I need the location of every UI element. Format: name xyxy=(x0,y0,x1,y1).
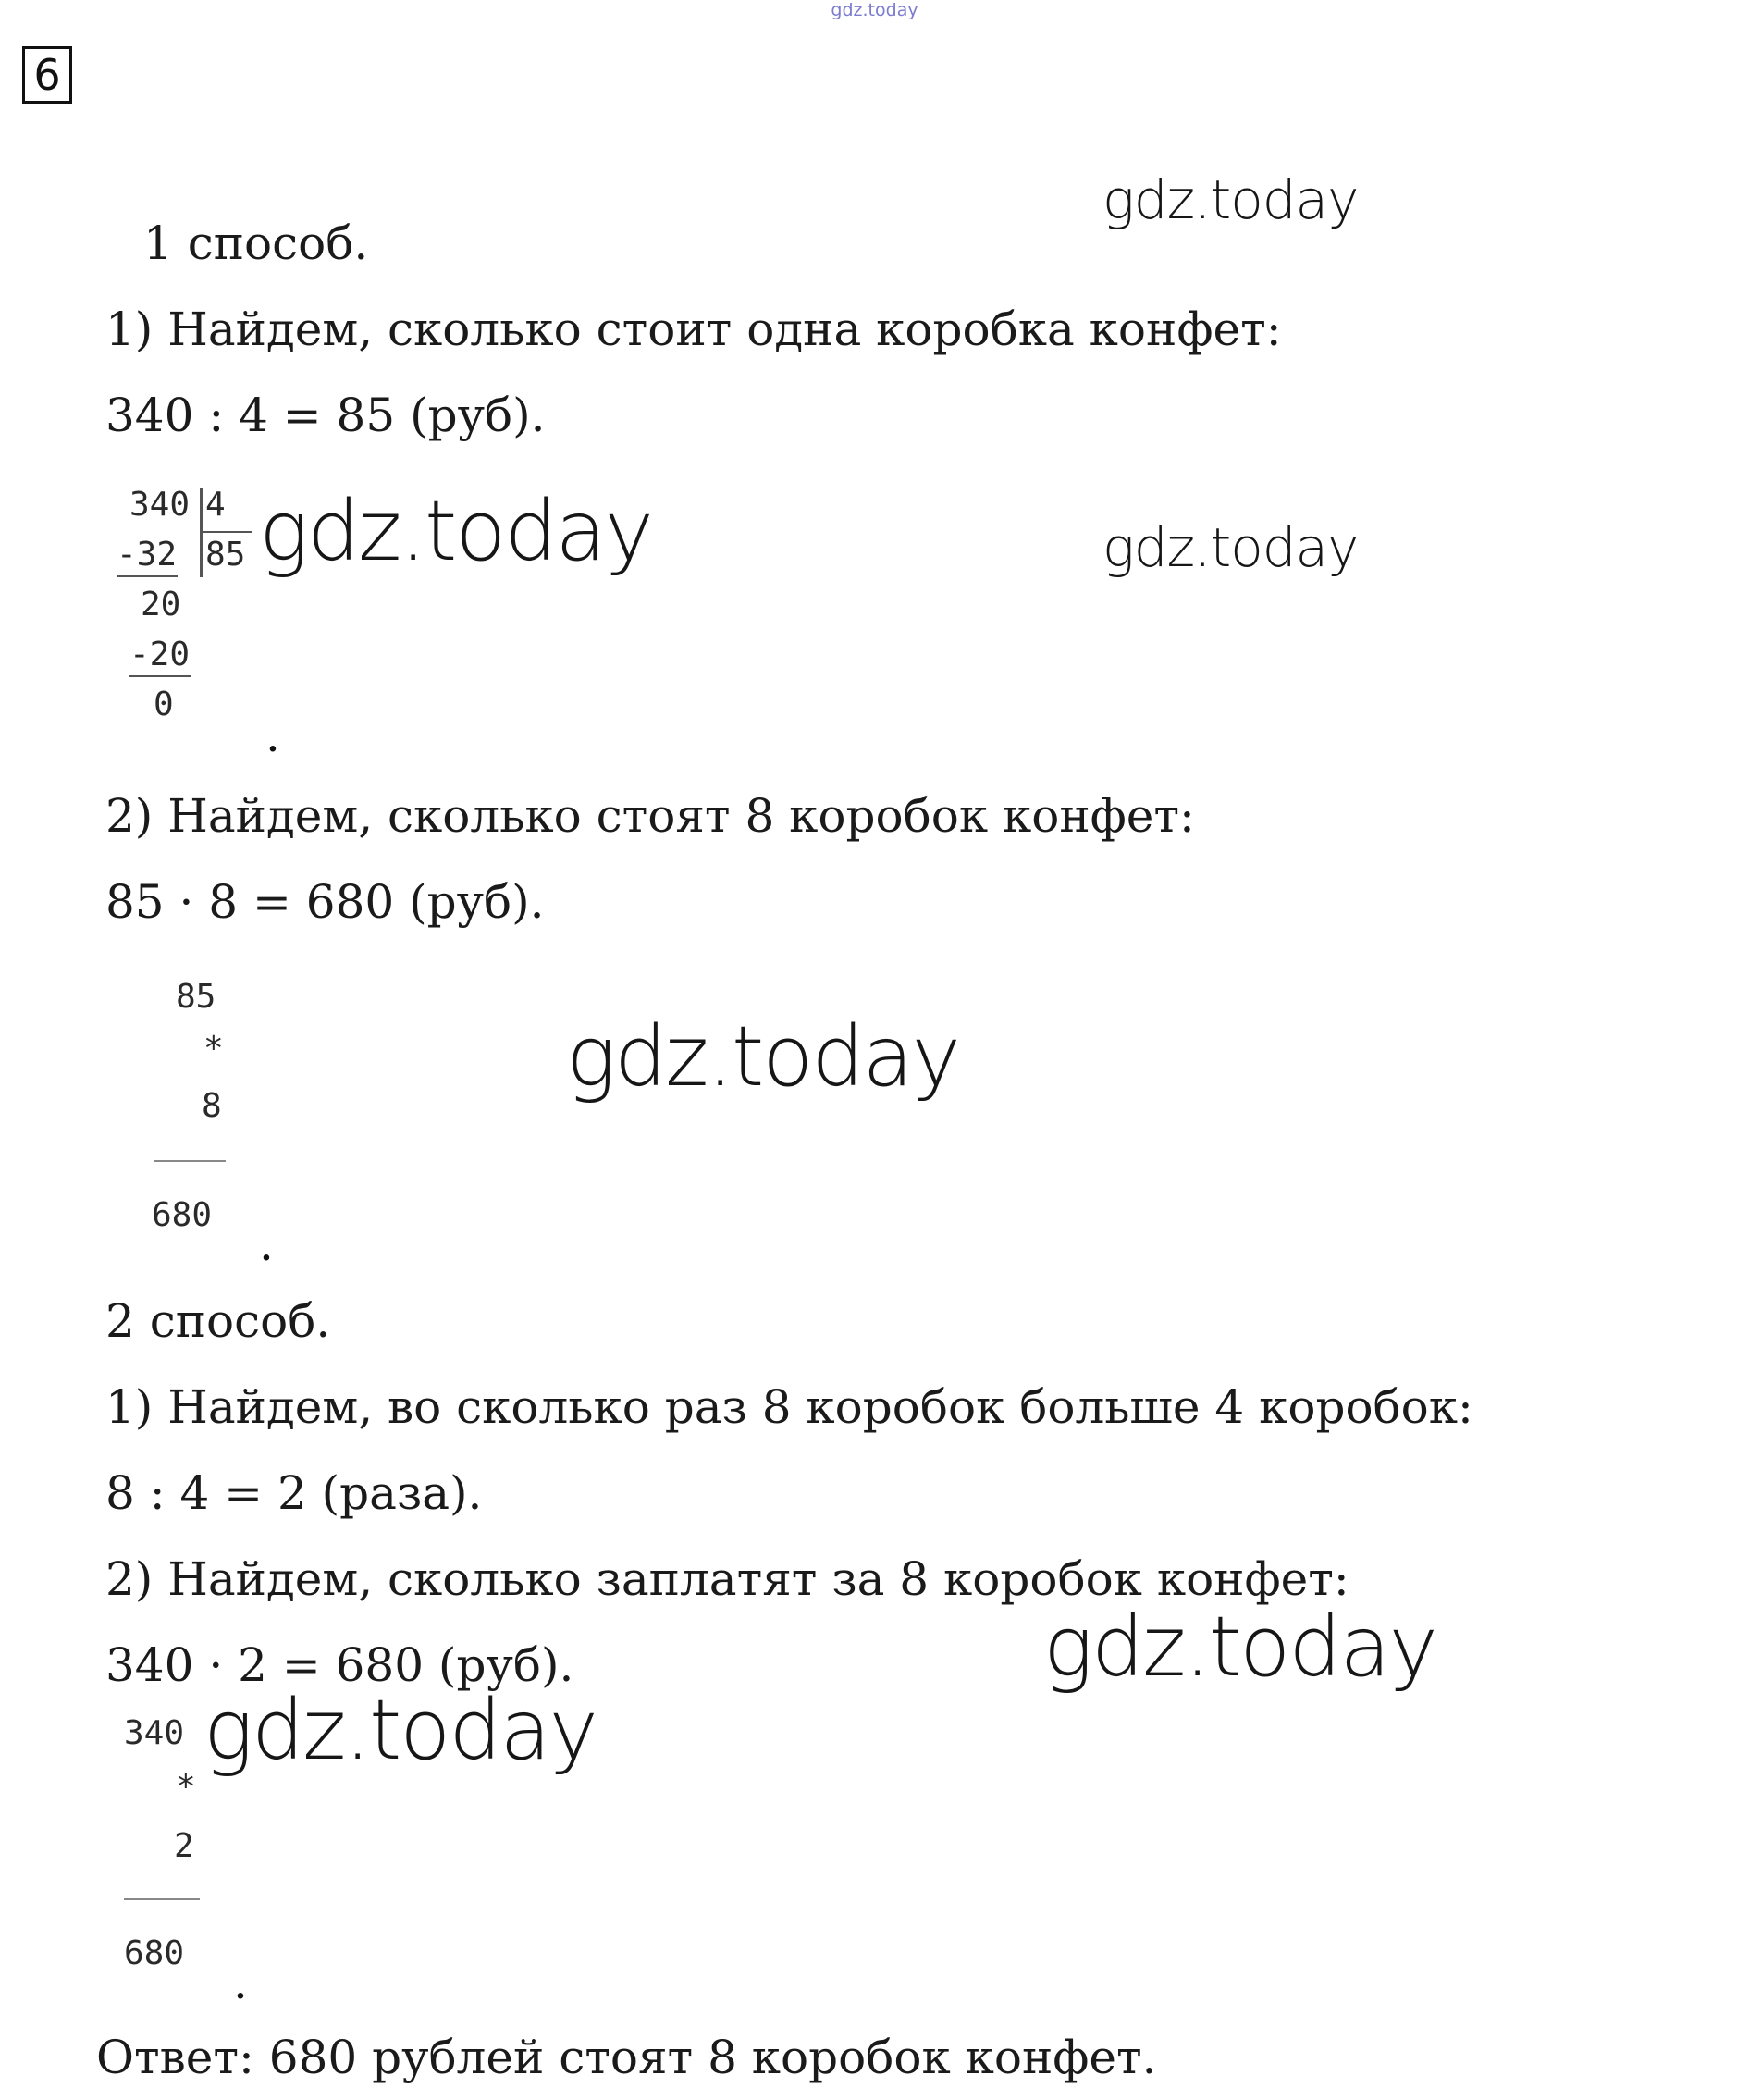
division-underline-2 xyxy=(129,675,191,677)
division-remainder-1: 20 xyxy=(141,586,181,624)
division-divisor-line xyxy=(200,531,252,533)
division-dividend: 340 xyxy=(129,486,191,524)
watermark-3: gdz.today xyxy=(1102,516,1359,579)
top-watermark: gdz.today xyxy=(831,0,918,20)
division-remainder-2: 0 xyxy=(154,686,174,723)
mult2-operator: * xyxy=(176,1768,196,1806)
mult2-result: 680 xyxy=(124,1934,185,1972)
mult2-result-line xyxy=(124,1898,200,1900)
mult1-multiplier: 8 xyxy=(202,1087,222,1125)
mult1-result-line xyxy=(154,1160,226,1162)
watermark-1: gdz.today xyxy=(1102,168,1359,231)
method2-step1-text: 1) Найдем, во сколько раз 8 коробок больше 4 коробок: xyxy=(105,1380,1473,1434)
method2-step1-formula: 8 : 4 = 2 (раза). xyxy=(105,1466,483,1520)
mult2-multiplicand: 340 xyxy=(124,1714,185,1752)
method1-step1-text: 1) Найдем, сколько стоит одна коробка конфет: xyxy=(105,303,1282,356)
watermark-6: gdz.today xyxy=(203,1682,597,1779)
method2-step2-text: 2) Найдем, сколько заплатят за 8 коробок конфет: xyxy=(105,1552,1349,1606)
method2-title: 2 способ. xyxy=(105,1294,331,1348)
mult1-period: . xyxy=(259,1217,274,1271)
method1-step1-formula: 340 : 4 = 85 (руб). xyxy=(105,389,546,442)
mult1-multiplicand: 85 xyxy=(176,978,216,1016)
division-quotient: 85 xyxy=(205,536,246,574)
division-underline-1 xyxy=(117,575,178,577)
watermark-2: gdz.today xyxy=(259,483,652,580)
division-divisor: 4 xyxy=(205,486,226,524)
method1-step2-text: 2) Найдем, сколько стоят 8 коробок конфет: xyxy=(105,789,1195,843)
division-subtrahend-2: -20 xyxy=(129,636,191,673)
task-number-box: 6 xyxy=(22,46,72,104)
method2-step2-formula: 340 · 2 = 680 (руб). xyxy=(105,1638,574,1692)
mult2-period: . xyxy=(233,1956,248,2009)
mult1-result: 680 xyxy=(152,1196,213,1234)
method1-step2-formula: 85 · 8 = 680 (руб). xyxy=(105,875,545,929)
division-vertical-bar xyxy=(200,488,203,577)
method1-title: 1 способ. xyxy=(143,216,369,270)
division-period: . xyxy=(265,709,280,762)
mult1-operator: * xyxy=(203,1030,224,1068)
watermark-4: gdz.today xyxy=(566,1008,959,1106)
watermark-5: gdz.today xyxy=(1043,1599,1436,1696)
division-subtrahend-1: -32 xyxy=(117,536,178,574)
answer: Ответ: 680 рублей стоят 8 коробок конфет. xyxy=(96,2031,1157,2084)
mult2-multiplier: 2 xyxy=(174,1827,194,1865)
